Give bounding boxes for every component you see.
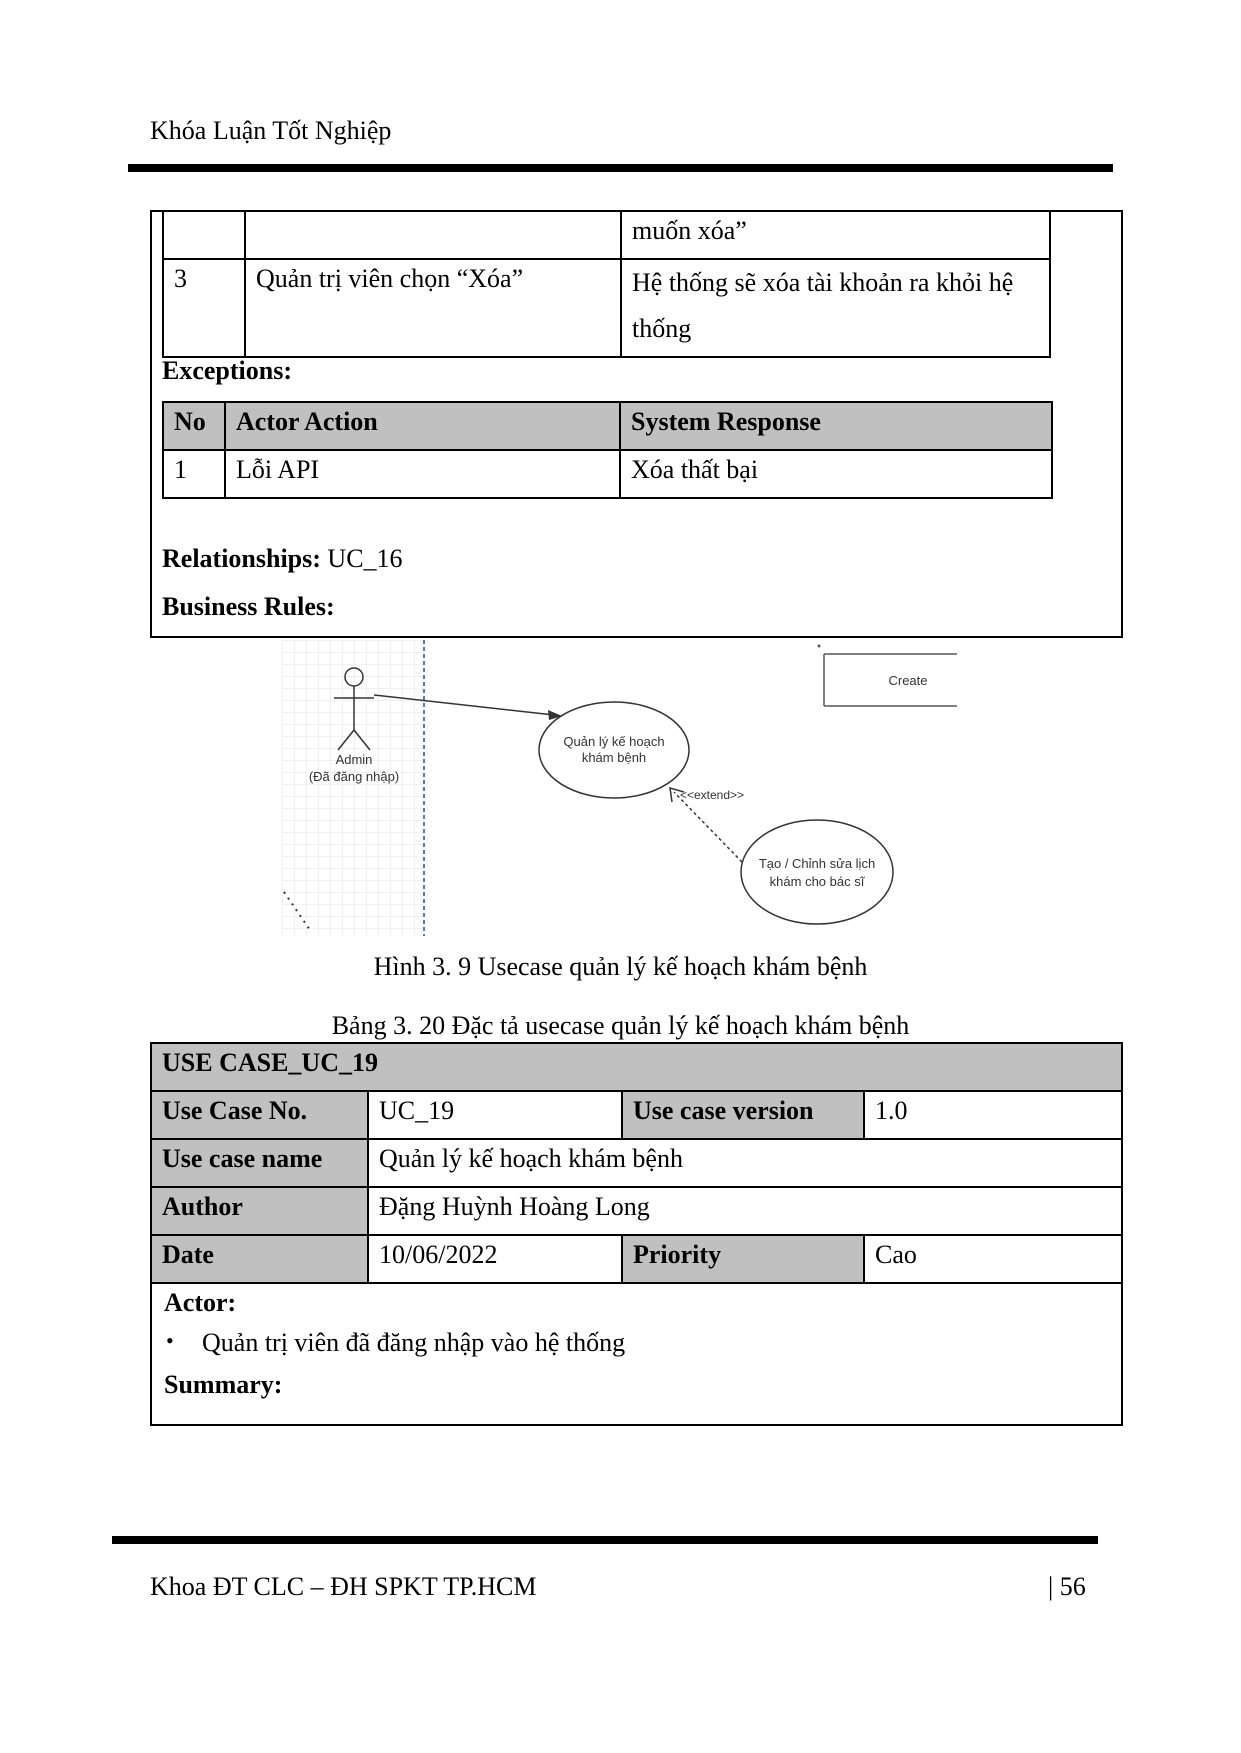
- flow-steps-table: [162, 210, 1051, 358]
- table-row: [151, 1187, 1122, 1235]
- usecase-diagram: [282, 640, 957, 936]
- footer-faculty: Khoa ĐT CLC – ĐH SPKT TP.HCM: [150, 1572, 537, 1601]
- step-system: Hệ thống sẽ xóa tài khoản ra khỏi hệ thống: [621, 259, 1050, 357]
- step-actor: Quản trị viên chọn “Xóa”: [245, 259, 621, 357]
- relationships: [162, 544, 403, 574]
- relationships-label: Relationships:: [162, 544, 321, 573]
- actor-note: (Đã đăng nhập): [308, 769, 400, 784]
- version-label: Use case version: [622, 1091, 864, 1139]
- usecase-name-value: Quản lý kế hoạch khám bệnh: [368, 1139, 1122, 1187]
- exceptions-table: [162, 401, 1053, 499]
- table-row: [151, 1139, 1122, 1187]
- date-label: Date: [151, 1235, 368, 1283]
- col-actor: Actor Action: [225, 402, 620, 450]
- usecase-extend-label-2: khám cho bác sĩ: [769, 874, 865, 889]
- create-label: Create: [888, 673, 928, 688]
- exc-actor: Lỗi API: [225, 450, 620, 498]
- exc-system: Xóa thất bại: [620, 450, 1052, 498]
- corner-dot: [818, 645, 821, 648]
- usecase-main-label-1: Quản lý kế hoạch: [563, 734, 665, 749]
- header-rule: [128, 164, 1113, 172]
- actor-name: Admin: [335, 752, 373, 767]
- priority-label: Priority: [622, 1235, 864, 1283]
- priority-value: Cao: [864, 1235, 1122, 1283]
- usecase-extend-label-1: Tạo / Chỉnh sửa lịch: [758, 856, 876, 871]
- exceptions-label: Exceptions:: [162, 356, 292, 385]
- author-label: Author: [151, 1187, 368, 1235]
- usecase-extend-ellipse: [741, 820, 893, 924]
- footer-rule: [112, 1536, 1098, 1544]
- table-row: [163, 211, 1050, 259]
- actor-summary-cell: [151, 1283, 1122, 1425]
- usecase-title: USE CASE_UC_19: [151, 1043, 1122, 1091]
- table-row: [163, 402, 1052, 450]
- usecase-no-value: UC_19: [368, 1091, 622, 1139]
- running-header: Khóa Luận Tốt Nghiệp: [150, 116, 392, 145]
- table-row: [163, 450, 1052, 498]
- step-no: [163, 211, 245, 259]
- step-actor: [245, 211, 621, 259]
- table-caption: Bảng 3. 20 Đặc tả usecase quản lý kế hoạch khám bệnh: [331, 1011, 910, 1040]
- table-row: [151, 1091, 1122, 1139]
- actor-item: • Quản trị viên đã đăng nhập vào hệ thống: [202, 1328, 1109, 1358]
- relationships-value: UC_16: [320, 544, 403, 573]
- usecase-name-label: Use case name: [151, 1139, 368, 1187]
- table-row: [163, 259, 1050, 357]
- page-number: | 56: [1048, 1572, 1086, 1601]
- date-value: 10/06/2022: [368, 1235, 622, 1283]
- business-rules-label: Business Rules:: [162, 592, 335, 621]
- extend-label: <<extend>>: [679, 788, 745, 802]
- table-row: [151, 1043, 1122, 1091]
- exc-no: 1: [163, 450, 225, 498]
- grid-background: [282, 640, 424, 936]
- step-no: 3: [163, 259, 245, 357]
- usecase-main-label-2: khám bệnh: [581, 750, 647, 765]
- version-value: 1.0: [864, 1091, 1122, 1139]
- figure-caption: Hình 3. 9 Usecase quản lý kế hoạch khám bệnh: [373, 952, 868, 981]
- step-system: muốn xóa”: [621, 211, 1050, 259]
- table-row: [151, 1235, 1122, 1283]
- author-value: Đặng Huỳnh Hoàng Long: [368, 1187, 1122, 1235]
- table-row: [151, 1283, 1122, 1425]
- col-no: No: [163, 402, 225, 450]
- usecase-no-label: Use Case No.: [151, 1091, 368, 1139]
- col-system: System Response: [620, 402, 1052, 450]
- summary-label: Summary:: [164, 1370, 283, 1399]
- usecase-spec-table: [150, 1042, 1123, 1426]
- actor-label: Actor:: [164, 1288, 237, 1317]
- extend-line: [674, 792, 742, 862]
